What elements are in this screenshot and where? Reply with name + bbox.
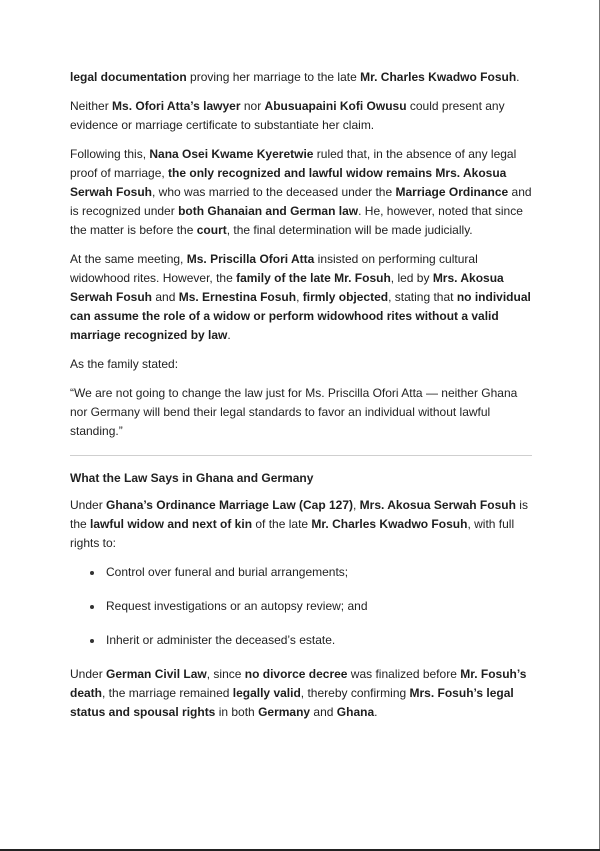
list-item: Inherit or administer the deceased’s estate. bbox=[70, 631, 532, 650]
paragraph-1: legal documentation proving her marriage to the late Mr. Charles Kwadwo Fosuh. bbox=[70, 70, 520, 84]
paragraph-8: Under German Civil Law, since no divorce decree was finalized before Mr. Fosuh’s death, the marriage remained legally valid, thereby confirming Mrs. Fosuh’s legal status and spousal rights in both Germany and Ghana. bbox=[70, 667, 527, 719]
paragraph-7: Under Ghana’s Ordinance Marriage Law (Cap 127), Mrs. Akosua Serwah Fosuh is the lawful widow and next of kin of the late Mr. Charles Kwadwo Fosuh, with full rights to: bbox=[70, 498, 528, 550]
section-divider bbox=[70, 455, 532, 456]
section-heading: What the Law Says in Ghana and Germany bbox=[70, 471, 314, 485]
paragraph-2: Neither Ms. Ofori Atta’s lawyer nor Abusuapaini Kofi Owusu could present any evidence or marriage certificate to substantiate her claim. bbox=[70, 99, 505, 132]
document-page bbox=[70, 68, 532, 732]
paragraph-5: As the family stated: bbox=[70, 357, 179, 371]
list-item: Control over funeral and burial arrangements; bbox=[70, 563, 532, 582]
list-item: Request investigations or an autopsy review; and bbox=[70, 597, 532, 616]
paragraph-3: Following this, Nana Osei Kwame Kyeretwie ruled that, in the absence of any legal proof of marriage, the only recognized and lawful widow remains Mrs. Akosua Serwah Fosuh, who was married to the deceased under the Marriage Ordinance and is recognized under both Ghanaian and German law. He, however, noted that since the matter is before the court, the final determination will be made judicially. bbox=[70, 147, 532, 237]
family-quote: “We are not going to change the law just for Ms. Priscilla Ofori Atta — neither Ghana nor Germany will bend their legal standards to favor an individual without lawful standing.” bbox=[70, 386, 518, 438]
paragraph-4: At the same meeting, Ms. Priscilla Ofori Atta insisted on performing cultural widowhood rites. However, the family of the late Mr. Fosuh, led by Mrs. Akosua Serwah Fosuh and Ms. Ernestina Fosuh, firmly objected, stating that no individual can assume the role of a widow or perform widowhood rites without a valid marriage recognized by law. bbox=[70, 252, 531, 342]
rights-list bbox=[70, 563, 532, 650]
